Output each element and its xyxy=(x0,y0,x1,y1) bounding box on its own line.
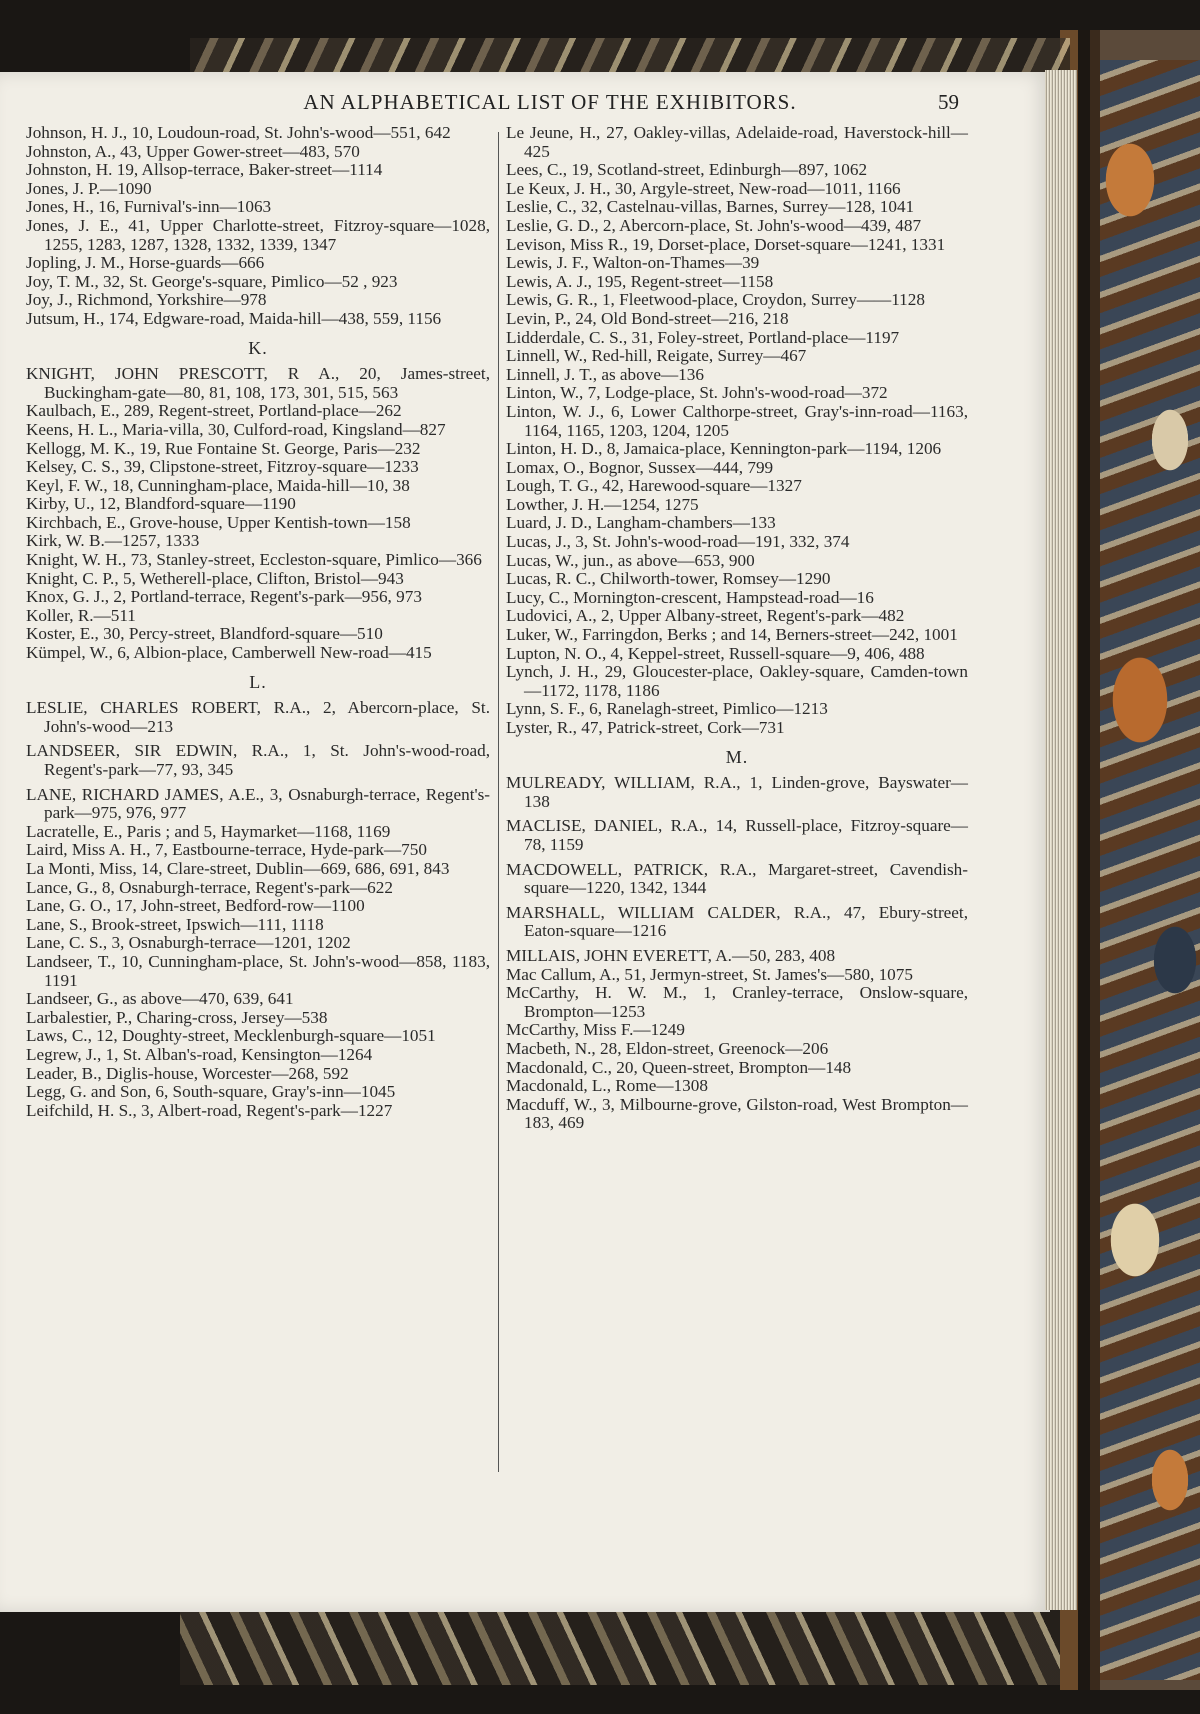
exhibitor-entry: Lewis, G. R., 1, Fleetwood-place, Croydon, Surrey——1128 xyxy=(506,290,925,310)
exhibitor-entry: Keyl, F. W., 18, Cunningham-place, Maida-hill—10, 38 xyxy=(26,475,410,495)
exhibitor-entry: Jutsum, H., 174, Edgware-road, Maida-hill—438, 559, 1156 xyxy=(26,308,442,328)
exhibitor-entry: Larbalestier, P., Charing-cross, Jersey—538 xyxy=(26,1007,328,1027)
exhibitor-entry: Lane, G. O., 17, John-street, Bedford-row—1100 xyxy=(26,896,365,916)
marbled-endpaper-right xyxy=(1100,60,1200,1680)
exhibitor-entry: Johnston, A., 43, Upper Gower-street—483, 570 xyxy=(26,141,360,161)
exhibitor-entry: Lough, T. G., 42, Harewood-square—1327 xyxy=(506,476,802,496)
exhibitor-entry: Landseer, T., 10, Cunningham-place, St. John's-wood—858, 1183, 1191 xyxy=(26,951,490,990)
exhibitor-entry: Leader, B., Diglis-house, Worcester—268, 592 xyxy=(26,1063,349,1083)
exhibitor-entry: Jopling, J. M., Horse-guards—666 xyxy=(26,253,265,273)
exhibitor-entry: Lucas, W., jun., as above—653, 900 xyxy=(506,550,755,570)
exhibitor-entry: Lomax, O., Bognor, Sussex—444, 799 xyxy=(506,457,774,477)
exhibitor-entry: Linton, W., 7, Lodge-place, St. John's-wood-road—372 xyxy=(506,383,888,403)
exhibitor-entry: Le Keux, J. H., 30, Argyle-street, New-road—1011, 1166 xyxy=(506,178,901,198)
exhibitor-entry: Koster, E., 30, Percy-street, Blandford-square—510 xyxy=(26,624,383,644)
exhibitor-entry: Legg, G. and Son, 6, South-square, Gray's-inn—1045 xyxy=(26,1082,396,1102)
exhibitor-entry: Lane, C. S., 3, Osnaburgh-terrace—1201, 1202 xyxy=(26,933,351,953)
academician-entry: LANE, RICHARD JAMES, A.E., 3, Osnaburgh-terrace, Regent's-park—975, 976, 977 xyxy=(26,784,490,823)
exhibitor-entry: Jones, J. E., 41, Upper Charlotte-street, Fitzroy-square—1028, 1255, 1283, 1287, 1328, 1332, 1339, 1347 xyxy=(26,215,490,254)
exhibitor-entry: Jones, H., 16, Furnival's-inn—1063 xyxy=(26,197,272,217)
exhibitor-entry: Lance, G., 8, Osnaburgh-terrace, Regent's-park—622 xyxy=(26,877,393,897)
exhibitor-entry: Macdonald, L., Rome—1308 xyxy=(506,1076,708,1096)
exhibitor-entry: Laird, Miss A. H., 7, Eastbourne-terrace, Hyde-park—750 xyxy=(26,840,427,860)
exhibitor-entry: Joy, T. M., 32, St. George's-square, Pimlico—52 , 923 xyxy=(26,271,398,291)
exhibitor-entry: Lucas, R. C., Chilworth-tower, Romsey—1290 xyxy=(506,569,831,589)
exhibitor-entry: Linton, W. J., 6, Lower Calthorpe-street, Gray's-inn-road—1163, 1164, 1165, 1203, 1204, 1205 xyxy=(506,401,968,440)
exhibitor-entry: McCarthy, Miss F.—1249 xyxy=(506,1020,685,1040)
exhibitor-entry: Macbeth, N., 28, Eldon-street, Greenock—206 xyxy=(506,1038,829,1058)
exhibitor-entry: Macdonald, C., 20, Queen-street, Brompton—148 xyxy=(506,1057,852,1077)
marbled-endpaper-bottom xyxy=(180,1605,1060,1685)
section-letter: L. xyxy=(249,671,267,692)
exhibitor-entry: Levin, P., 24, Old Bond-street—216, 218 xyxy=(506,308,789,328)
academician-entry: MARSHALL, WILLIAM CALDER, R.A., 47, Ebury-street, Eaton-square—1216 xyxy=(506,902,968,941)
exhibitor-entry: Linnell, W., Red-hill, Reigate, Surrey—467 xyxy=(506,346,807,366)
exhibitor-entry: Joy, J., Richmond, Yorkshire—978 xyxy=(26,290,267,310)
exhibitor-entry: Kellogg, M. K., 19, Rue Fontaine St. George, Paris—232 xyxy=(26,438,421,458)
page-edges xyxy=(1045,70,1077,1610)
exhibitor-entry: Lacratelle, E., Paris ; and 5, Haymarket—1168, 1169 xyxy=(26,821,391,841)
exhibitor-entry: Koller, R.—511 xyxy=(26,605,136,625)
exhibitor-entry: Kirchbach, E., Grove-house, Upper Kentish-town—158 xyxy=(26,512,411,532)
exhibitor-entry: Linnell, J. T., as above—136 xyxy=(506,364,704,384)
exhibitor-entry: Lyster, R., 47, Patrick-street, Cork—731 xyxy=(506,718,785,737)
exhibitor-entry: Knox, G. J., 2, Portland-terrace, Regent's-park—956, 973 xyxy=(26,587,422,607)
academician-entry: MULREADY, WILLIAM, R.A., 1, Linden-grove, Bayswater—138 xyxy=(506,773,968,811)
exhibitor-entry: Lowther, J. H.—1254, 1275 xyxy=(506,494,699,514)
exhibitor-entry: Lynn, S. F., 6, Ranelagh-street, Pimlico—1213 xyxy=(506,699,828,719)
exhibitor-entry: Lucy, C., Mornington-crescent, Hampstead-road—16 xyxy=(506,587,874,607)
academician-entry: KNIGHT, JOHN PRESCOTT, R A., 20, James-street, Buckingham-gate—80, 81, 108, 173, 301, 515, 563 xyxy=(26,364,490,402)
exhibitor-entry: Leifchild, H. S., 3, Albert-road, Regent's-park—1227 xyxy=(26,1100,393,1120)
exhibitor-entry: Lane, S., Brook-street, Ipswich—111, 1118 xyxy=(26,914,324,934)
exhibitor-entry: Lucas, J., 3, St. John's-wood-road—191, 332, 374 xyxy=(506,532,850,552)
exhibitor-entry: Ludovici, A., 2, Upper Albany-street, Regent's-park—482 xyxy=(506,606,905,626)
exhibitor-entry: Luard, J. D., Langham-chambers—133 xyxy=(506,513,776,533)
running-head: AN ALPHABETICAL LIST OF THE EXHIBITORS. xyxy=(303,90,797,114)
exhibitor-entry: Jones, J. P.—1090 xyxy=(26,178,152,198)
exhibitor-entry: Knight, C. P., 5, Wetherell-place, Clifton, Bristol—943 xyxy=(26,568,404,588)
right-column xyxy=(506,124,968,1133)
exhibitor-entry: Keens, H. L., Maria-villa, 30, Culford-road, Kingsland—827 xyxy=(26,419,446,439)
exhibitor-entry: Johnson, H. J., 10, Loudoun-road, St. John's-wood—551, 642 xyxy=(26,123,451,142)
exhibitor-entry: Kümpel, W., 6, Albion-place, Camberwell New-road—415 xyxy=(26,643,432,663)
exhibitor-entry: Laws, C., 12, Doughty-street, Mecklenburgh-square—1051 xyxy=(26,1026,436,1046)
exhibitor-entry: Lewis, A. J., 195, Regent-street—1158 xyxy=(506,271,774,291)
page-number: 59 xyxy=(938,90,959,114)
exhibitor-entry: Kelsey, C. S., 39, Clipstone-street, Fitzroy-square—1233 xyxy=(26,457,419,477)
exhibitor-entry: Macduff, W., 3, Milbourne-grove, Gilston-road, West Brompton—183, 469 xyxy=(506,1094,968,1133)
academician-entry: LANDSEER, SIR EDWIN, R.A., 1, St. John's-wood-road, Regent's-park—77, 93, 345 xyxy=(26,741,490,779)
exhibitor-entry: Kaulbach, E., 289, Regent-street, Portland-place—262 xyxy=(26,401,402,421)
exhibitor-entry: Lidderdale, C. S., 31, Foley-street, Portland-place—1197 xyxy=(506,327,900,347)
column-divider xyxy=(498,132,499,1472)
academician-entry: MACLISE, DANIEL, R.A., 14, Russell-place, Fitzroy-square—78, 1159 xyxy=(506,816,968,854)
academician-entry: MACDOWELL, PATRICK, R.A., Margaret-street, Cavendish-square—1220, 1342, 1344 xyxy=(506,859,968,898)
section-letter: K. xyxy=(248,337,268,358)
exhibitor-entry: Linton, H. D., 8, Jamaica-place, Kennington-park—1194, 1206 xyxy=(506,439,942,459)
exhibitor-entry: Knight, W. H., 73, Stanley-street, Eccleston-square, Pimlico—366 xyxy=(26,550,482,570)
exhibitor-entry: McCarthy, H. W. M., 1, Cranley-terrace, Onslow-square, Brompton—1253 xyxy=(506,983,968,1021)
exhibitor-entry: Mac Callum, A., 51, Jermyn-street, St. James's—580, 1075 xyxy=(506,964,913,984)
exhibitor-entry: Le Jeune, H., 27, Oakley-villas, Adelaide-road, Haverstock-hill—425 xyxy=(506,123,968,161)
exhibitor-entry: Lynch, J. H., 29, Gloucester-place, Oakley-square, Camden-town—1172, 1178, 1186 xyxy=(506,662,968,700)
section-letter: M. xyxy=(725,746,749,767)
exhibitor-entry: Johnston, H. 19, Allsop-terrace, Baker-street—1114 xyxy=(26,160,383,180)
exhibitor-entry: Leslie, C., 32, Castelnau-villas, Barnes, Surrey—128, 1041 xyxy=(506,197,915,217)
left-column xyxy=(26,124,490,1120)
exhibitor-entry: Lewis, J. F., Walton-on-Thames—39 xyxy=(506,253,760,273)
exhibitor-entry: Kirby, U., 12, Blandford-square—1190 xyxy=(26,494,296,514)
exhibitor-entry: La Monti, Miss, 14, Clare-street, Dublin—669, 686, 691, 843 xyxy=(26,858,450,878)
academician-entry: MILLAIS, JOHN EVERETT, A.—50, 283, 408 xyxy=(506,945,836,965)
exhibitor-entry: Levison, Miss R., 19, Dorset-place, Dorset-square—1241, 1331 xyxy=(506,234,946,254)
exhibitor-entry: Leslie, G. D., 2, Abercorn-place, St. John's-wood—439, 487 xyxy=(506,215,922,235)
exhibitor-entry: Landseer, G., as above—470, 639, 641 xyxy=(26,989,294,1009)
exhibitor-entry: Lees, C., 19, Scotland-street, Edinburgh—897, 1062 xyxy=(506,160,868,180)
exhibitor-entry: Legrew, J., 1, St. Alban's-road, Kensington—1264 xyxy=(26,1044,373,1064)
exhibitor-entry: Luker, W., Farringdon, Berks ; and 14, Berners-street—242, 1001 xyxy=(506,625,958,645)
exhibitor-entry: Lupton, N. O., 4, Keppel-street, Russell-square—9, 406, 488 xyxy=(506,643,925,663)
academician-entry: LESLIE, CHARLES ROBERT, R.A., 2, Abercorn-place, St. John's-wood—213 xyxy=(26,698,490,736)
exhibitor-entry: Kirk, W. B.—1257, 1333 xyxy=(26,531,200,551)
